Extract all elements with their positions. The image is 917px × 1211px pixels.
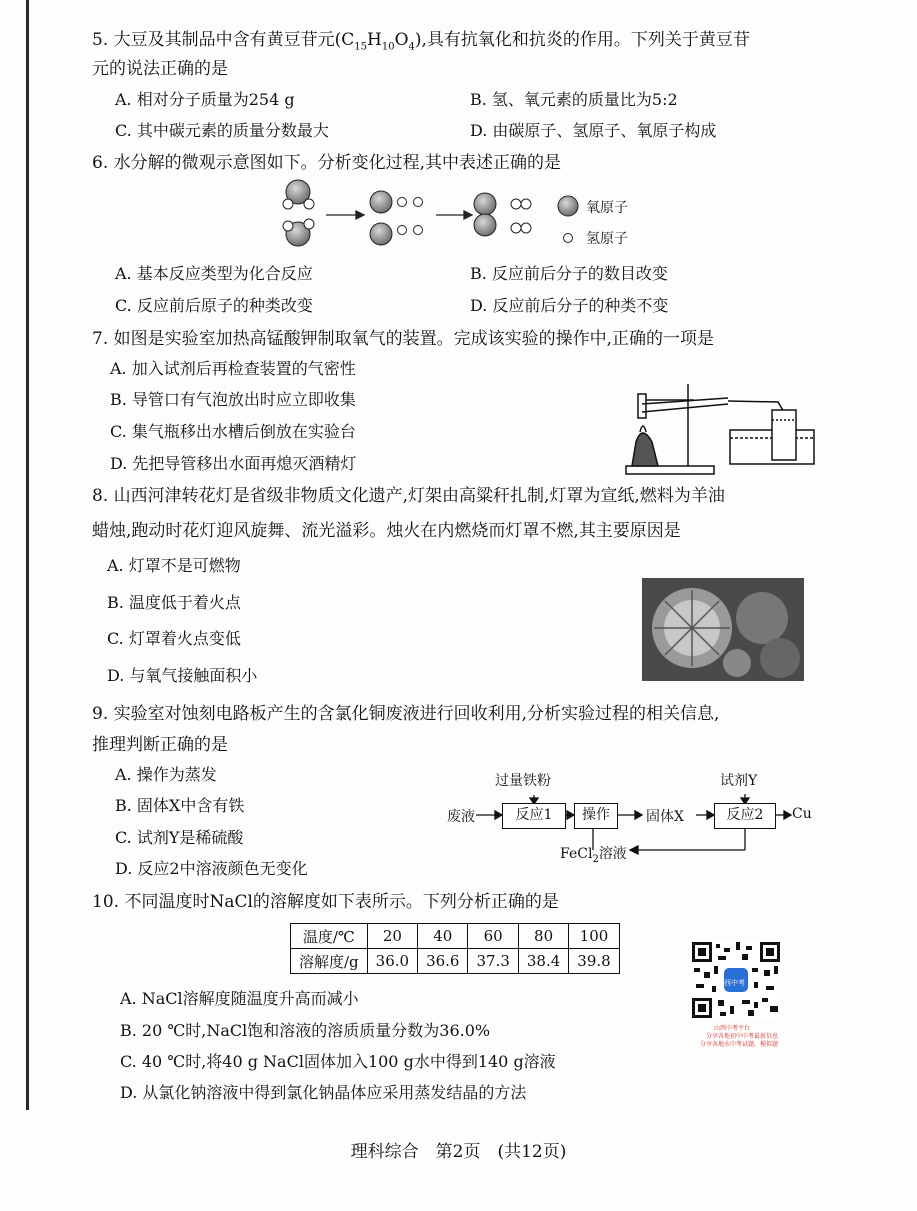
- q7-option-c: C. 集气瓶移出水槽后倒放在实验台: [110, 422, 356, 441]
- separated-atoms: [370, 191, 423, 245]
- table-cell: 40: [418, 924, 468, 949]
- table-row-temperature: [291, 924, 620, 949]
- flow-reagent-y: 试剂Y: [720, 773, 758, 789]
- reagent-tube-mouth: [638, 394, 646, 418]
- gas-collecting-bottle: [772, 410, 796, 460]
- q6-option-c: C. 反应前后原子的种类改变: [115, 296, 313, 315]
- q9-option-b: B. 固体X中含有铁: [115, 796, 245, 815]
- flow-waste-liquid: 废液: [447, 809, 475, 825]
- flow-copper-product: Cu: [792, 806, 812, 822]
- lantern-photo: [642, 578, 804, 681]
- apparatus-base: [626, 466, 714, 474]
- q7-stem: 7. 如图是实验室加热高锰酸钾制取氧气的装置。完成该实验的操作中,正确的一项是: [92, 329, 715, 349]
- test-tube-lower-edge: [642, 404, 728, 412]
- table-cell: 37.3: [468, 949, 518, 974]
- q8-option-a: A. 灯罩不是可燃物: [107, 556, 241, 575]
- page-footer: 理科综合 第2页 (共12页): [350, 1142, 567, 1162]
- flow-reaction-2: 反应2: [714, 803, 776, 829]
- q10-stem: 10. 不同温度时NaCl的溶解度如下表所示。下列分析正确的是: [92, 892, 559, 912]
- hydrogen-atom-legend-icon: [564, 234, 573, 243]
- q9-stem-line1: 9. 实验室对蚀刻电路板产生的含氯化铜废液进行回收利用,分析实验过程的相关信息,: [92, 704, 720, 724]
- q6-option-a: A. 基本反应类型为化合反应: [115, 264, 313, 283]
- table-cell: 80: [518, 924, 568, 949]
- q5-stem-line2: 元的说法正确的是: [92, 59, 228, 79]
- nacl-solubility-table: [290, 923, 620, 974]
- q8-stem-line2: 蜡烛,跑动时花灯迎风旋舞、流光溢彩。烛火在内燃烧而灯罩不燃,其主要原因是: [92, 521, 681, 541]
- qr-caption-3: 分享各地水中考试题、模拟题: [700, 1041, 779, 1048]
- flow-operation: 操作: [574, 803, 618, 829]
- table-header-temperature: 温度/℃: [291, 924, 368, 949]
- hydrogen-molecules: [511, 199, 531, 233]
- table-cell: 100: [569, 924, 619, 949]
- q10-option-b: B. 20 ℃时,NaCl饱和溶液的溶质质量分数为36.0%: [120, 1021, 491, 1040]
- flow-solid-x: 固体X: [646, 809, 684, 825]
- table-cell: 60: [468, 924, 518, 949]
- q7-option-b: B. 导管口有气泡放出时应立即收集: [110, 390, 356, 409]
- q5-option-c: C. 其中碳元素的质量分数最大: [115, 121, 329, 140]
- table-row-solubility: [291, 949, 620, 974]
- q5-stem: 5. 大豆及其制品中含有黄豆苷元$(C_{15}H_{10}O_4)$,具有抗氧化和抗炎的作用。下列关于黄豆苷: [92, 30, 750, 53]
- q8-option-c: C. 灯罩着火点变低: [107, 629, 241, 648]
- reaction-arrow-2: [436, 211, 472, 219]
- q9-stem-line2: 推理判断正确的是: [92, 735, 228, 755]
- oxygen-atom-legend-icon: [558, 196, 578, 216]
- q5-option-a: A. 相对分子质量为254 g: [115, 90, 295, 109]
- page-margin-line: [26, 0, 29, 1110]
- q7-option-a: A. 加入试剂后再检查装置的气密性: [110, 359, 356, 378]
- q8-stem-line1: 8. 山西河津转花灯是省级非物质文化遗产,灯架由高粱秆扎制,灯罩为宣纸,燃料为羊油: [92, 486, 725, 506]
- q9-option-a: A. 操作为蒸发: [115, 765, 217, 784]
- q10-option-a: A. NaCl溶解度随温度升高而减小: [120, 989, 359, 1008]
- q9-option-c: C. 试剂Y是稀硫酸: [115, 828, 244, 847]
- q6-option-d: D. 反应前后分子的种类不变: [470, 296, 669, 315]
- table-cell: 39.8: [569, 949, 619, 974]
- test-tube: [642, 398, 728, 404]
- q10-option-c: C. 40 ℃时,将40 g NaCl固体加入100 g水中得到140 g溶液: [120, 1052, 556, 1071]
- water-molecule-1: [283, 180, 314, 209]
- qr-center-label: 山西中考: [717, 979, 745, 987]
- qr-caption-1: 山西中考平台: [714, 1025, 751, 1032]
- flow-excess-iron-powder: 过量铁粉: [495, 773, 551, 789]
- legend-oxygen-atom: 氧原子: [586, 200, 628, 216]
- q6-option-b: B. 反应前后分子的数目改变: [470, 264, 668, 283]
- table-cell: 36.0: [367, 949, 417, 974]
- table-cell: 20: [367, 924, 417, 949]
- flow-reaction-1: 反应1: [502, 803, 566, 829]
- q6-stem: 6. 水分解的微观示意图如下。分析变化过程,其中表述正确的是: [92, 153, 562, 173]
- q10-option-d: D. 从氯化钠溶液中得到氯化钠晶体应采用蒸发结晶的方法: [120, 1083, 527, 1102]
- q5-option-b: B. 氢、氧元素的质量比为5:2: [470, 90, 678, 109]
- oxygen-preparation-apparatus: [618, 372, 823, 482]
- q9-option-d: D. 反应2中溶液颜色无变化: [115, 859, 308, 878]
- table-header-solubility: 溶解度/g: [291, 949, 368, 974]
- q8-option-b: B. 温度低于着火点: [107, 593, 241, 612]
- table-cell: 38.4: [518, 949, 568, 974]
- oxygen-molecule: [474, 193, 496, 236]
- q7-option-d: D. 先把导管移出水面再熄灭酒精灯: [110, 454, 357, 473]
- table-cell: 36.6: [418, 949, 468, 974]
- q5-option-d: D. 由碳原子、氢原子、氧原子构成: [470, 121, 717, 140]
- water-molecule-2: [283, 219, 314, 246]
- qr-caption-2: 分享各地初中中考最新信息: [706, 1033, 779, 1040]
- reaction-arrow-1: [326, 211, 364, 219]
- legend-hydrogen-atom: 氢原子: [586, 231, 628, 247]
- flow-fecl2-solution: FeCl$_2$溶液: [560, 846, 627, 865]
- lamp-flame: [640, 426, 646, 432]
- alcohol-lamp: [632, 433, 658, 466]
- q8-option-d: D. 与氧气接触面积小: [107, 666, 258, 685]
